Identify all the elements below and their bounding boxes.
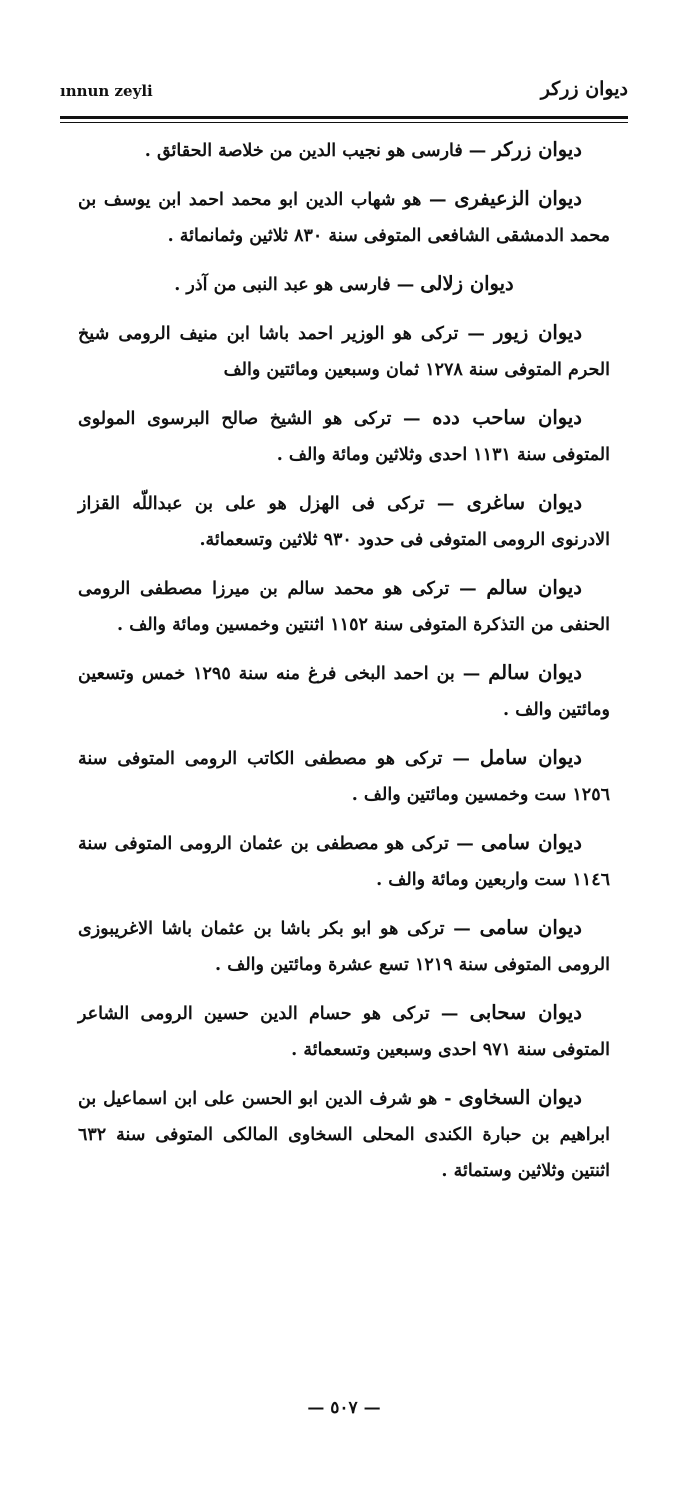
entry-text: — هو شهاب الدين ابو محمد احمد ابن يوسف بن محمد الدمشقى الشافعى المتوفى سنة ٨٣٠ ثلاثين وثمانمائة . [78,190,610,246]
running-header [60,78,628,114]
header-rule-thick [60,116,628,119]
entry-term: ديوان ساحب دده [432,406,582,429]
dictionary-entry [78,1080,610,1189]
entry-text: — تركى هو حسام الدين حسين الرومى الشاعر المتوفى سنة ٩٧١ احدى وسبعين وتسعمائة . [78,1004,610,1060]
dictionary-entry [78,181,610,254]
entry-text: — فارسى هو عبد النبى من آذر . [174,275,421,295]
entry-term: ديوان سالم [488,661,582,684]
entry-text: — تركى هو الشيخ صالح البرسوى المولوى المتوفى سنة ١١٣١ احدى وثلاثين ومائة والف . [78,409,610,465]
entry-text: — تركى هو مصطفى بن عثمان الرومى المتوفى سنة ١١٤٦ ست واربعين ومائة والف . [78,834,610,890]
dictionary-entry [78,315,610,388]
dictionary-entry [78,570,610,643]
dictionary-entry [78,132,610,169]
entry-text: — تركى هو الوزير احمد باشا ابن منيف الرومى شيخ الحرم المتوفى سنة ١٢٧٨ ثمان وسبعين ومائتين والف [78,324,610,380]
entry-text: — تركى هو مصطفى الكاتب الرومى المتوفى سنة ١٢٥٦ ست وخمسين ومائتين والف . [78,749,610,805]
entry-term: ديوان زلالى [420,272,514,295]
entry-text: — تركى هو محمد سالم بن ميرزا مصطفى الرومى الحنفى من التذكرة المتوفى سنة ١١٥٢ اثنتين وخمسين ومائة والف . [78,579,610,635]
header-left-title: ınnun zeyli [60,82,153,100]
entry-term: ديوان زيور [493,321,582,344]
dictionary-entry [78,825,610,898]
dictionary-entry [78,266,610,303]
entry-term: ديوان ساغرى [466,491,583,514]
entry-term: ديوان السخاوى [458,1086,582,1109]
entry-text: - هو شرف الدين ابو الحسن على ابن اسماعيل بن ابراهيم بن حبارة الكندى المحلى السخاوى المالكى المتوفى سنة ٦٣٢ اثنتين وثلاثين وستمائة . [78,1089,610,1181]
entry-term: ديوان سامى [481,831,582,854]
entry-text: — بن احمد البخى فرغ منه سنة ١٢٩٥ خمس وتسعين ومائتين والف . [78,664,610,720]
entry-text: — تركى فى الهزل هو على بن عبداللّه القزاز الادرنوى الرومى المتوفى فى حدود ٩٣٠ ثلاثين وتسعمائة. [78,494,610,550]
entry-term: ديوان زركر [492,138,582,161]
entry-term: ديوان الزعيفرى [454,187,582,210]
dictionary-entry [78,995,610,1068]
dictionary-entry [78,910,610,983]
header-rule-thin [60,122,628,123]
entry-term: ديوان سحابى [469,1001,582,1024]
dictionary-entry [78,655,610,728]
dictionary-entry [78,740,610,813]
header-right-title: ديوان زركر [540,78,628,100]
entry-text: — فارسى هو نجيب الدين من خلاصة الحقائق . [144,141,493,161]
entry-term: ديوان سامى [479,916,582,939]
page-number: — ٥٠٧ — [307,1398,381,1418]
entry-term: ديوان سامل [479,746,582,769]
dictionary-entry [78,400,610,473]
entry-term: ديوان سالم [486,576,582,599]
dictionary-entry [78,485,610,558]
page-body [78,132,610,1201]
entry-text: — تركى هو ابو بكر باشا بن عثمان باشا الاغريبوزى الرومى المتوفى سنة ١٢١٩ تسع عشرة ومائتين والف . [78,919,610,975]
